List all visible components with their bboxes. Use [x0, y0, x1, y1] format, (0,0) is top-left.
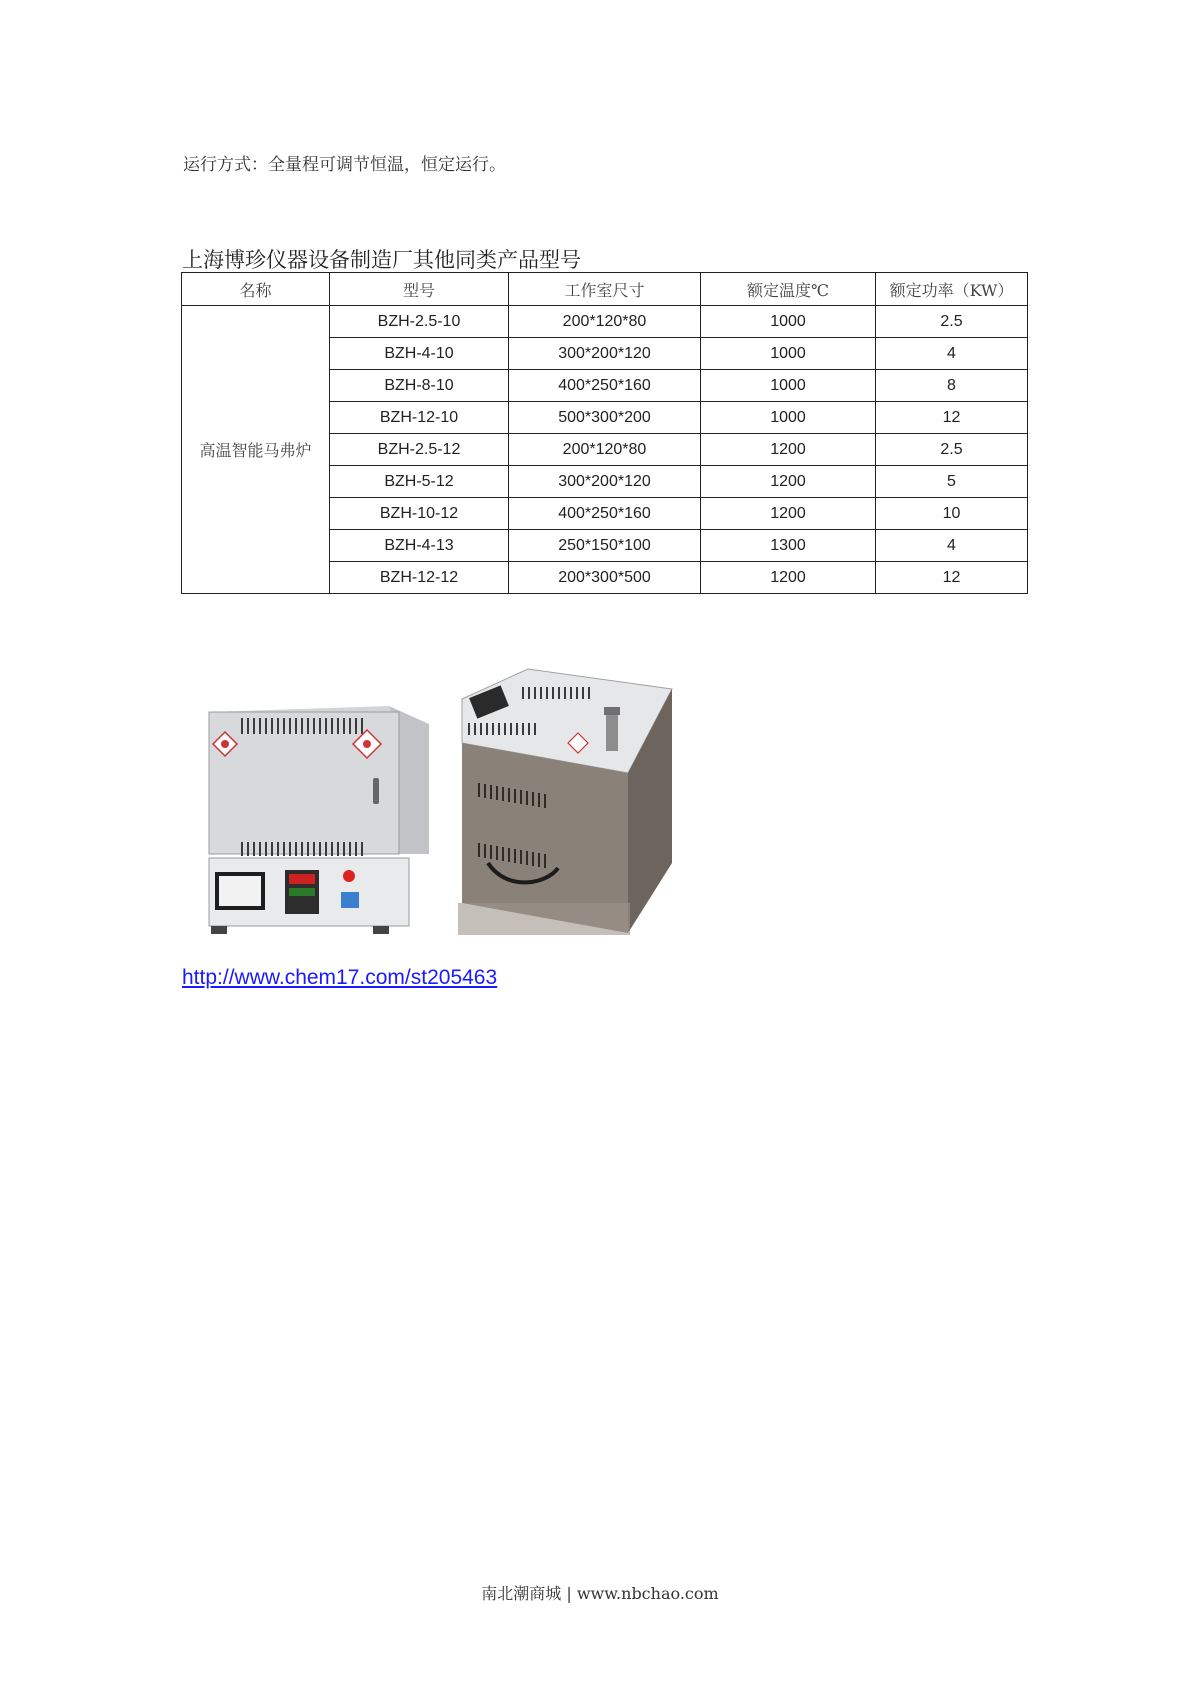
- rated-power-cell: 4: [876, 530, 1028, 562]
- chamber-size-cell: 400*250*160: [509, 370, 701, 402]
- muffle-furnace-front-photo: [203, 694, 435, 944]
- model-cell: BZH-5-12: [330, 466, 509, 498]
- chamber-size-cell: 300*200*120: [509, 338, 701, 370]
- model-cell: BZH-4-10: [330, 338, 509, 370]
- header-chamber-size: 工作室尺寸: [509, 273, 701, 306]
- product-name-cell: 高温智能马弗炉: [182, 306, 330, 594]
- model-cell: BZH-10-12: [330, 498, 509, 530]
- table-row: [182, 306, 1028, 338]
- header-name: 名称: [182, 273, 330, 306]
- chamber-size-cell: 200*120*80: [509, 306, 701, 338]
- chamber-size-cell: 400*250*160: [509, 498, 701, 530]
- footer-text: 南北潮商城 | www.nbchao.com: [481, 1584, 719, 1603]
- header-rated-temperature: 额定温度℃: [701, 273, 876, 306]
- rated-power-cell: 2.5: [876, 306, 1028, 338]
- chamber-size-cell: 500*300*200: [509, 402, 701, 434]
- rated-temperature-cell: 1200: [701, 434, 876, 466]
- rated-power-cell: 12: [876, 402, 1028, 434]
- rated-power-cell: 8: [876, 370, 1028, 402]
- operation-mode-text: 运行方式：全量程可调节恒温，恒定运行。: [183, 155, 506, 175]
- model-cell: BZH-12-12: [330, 562, 509, 594]
- rated-power-cell: 5: [876, 466, 1028, 498]
- header-rated-power: 额定功率（KW）: [876, 273, 1028, 306]
- model-cell: BZH-12-10: [330, 402, 509, 434]
- supplier-link[interactable]: http://www.chem17.com/st205463: [182, 966, 498, 989]
- rated-temperature-cell: 1200: [701, 498, 876, 530]
- rated-power-cell: 10: [876, 498, 1028, 530]
- rated-power-cell: 12: [876, 562, 1028, 594]
- table-header-row: [182, 273, 1028, 306]
- rated-temperature-cell: 1000: [701, 306, 876, 338]
- rated-temperature-cell: 1000: [701, 370, 876, 402]
- rated-temperature-cell: 1200: [701, 562, 876, 594]
- rated-temperature-cell: 1300: [701, 530, 876, 562]
- rated-temperature-cell: 1200: [701, 466, 876, 498]
- model-cell: BZH-4-13: [330, 530, 509, 562]
- header-model: 型号: [330, 273, 509, 306]
- chamber-size-cell: 200*300*500: [509, 562, 701, 594]
- model-cell: BZH-2.5-10: [330, 306, 509, 338]
- product-model-table: [181, 272, 1028, 594]
- chamber-size-cell: 200*120*80: [509, 434, 701, 466]
- model-cell: BZH-8-10: [330, 370, 509, 402]
- chamber-size-cell: 300*200*120: [509, 466, 701, 498]
- rated-power-cell: 4: [876, 338, 1028, 370]
- section-title: 上海博珍仪器设备制造厂其他同类产品型号: [182, 248, 581, 272]
- muffle-furnace-angled-photo: [458, 663, 678, 953]
- rated-power-cell: 2.5: [876, 434, 1028, 466]
- model-cell: BZH-2.5-12: [330, 434, 509, 466]
- chamber-size-cell: 250*150*100: [509, 530, 701, 562]
- rated-temperature-cell: 1000: [701, 402, 876, 434]
- rated-temperature-cell: 1000: [701, 338, 876, 370]
